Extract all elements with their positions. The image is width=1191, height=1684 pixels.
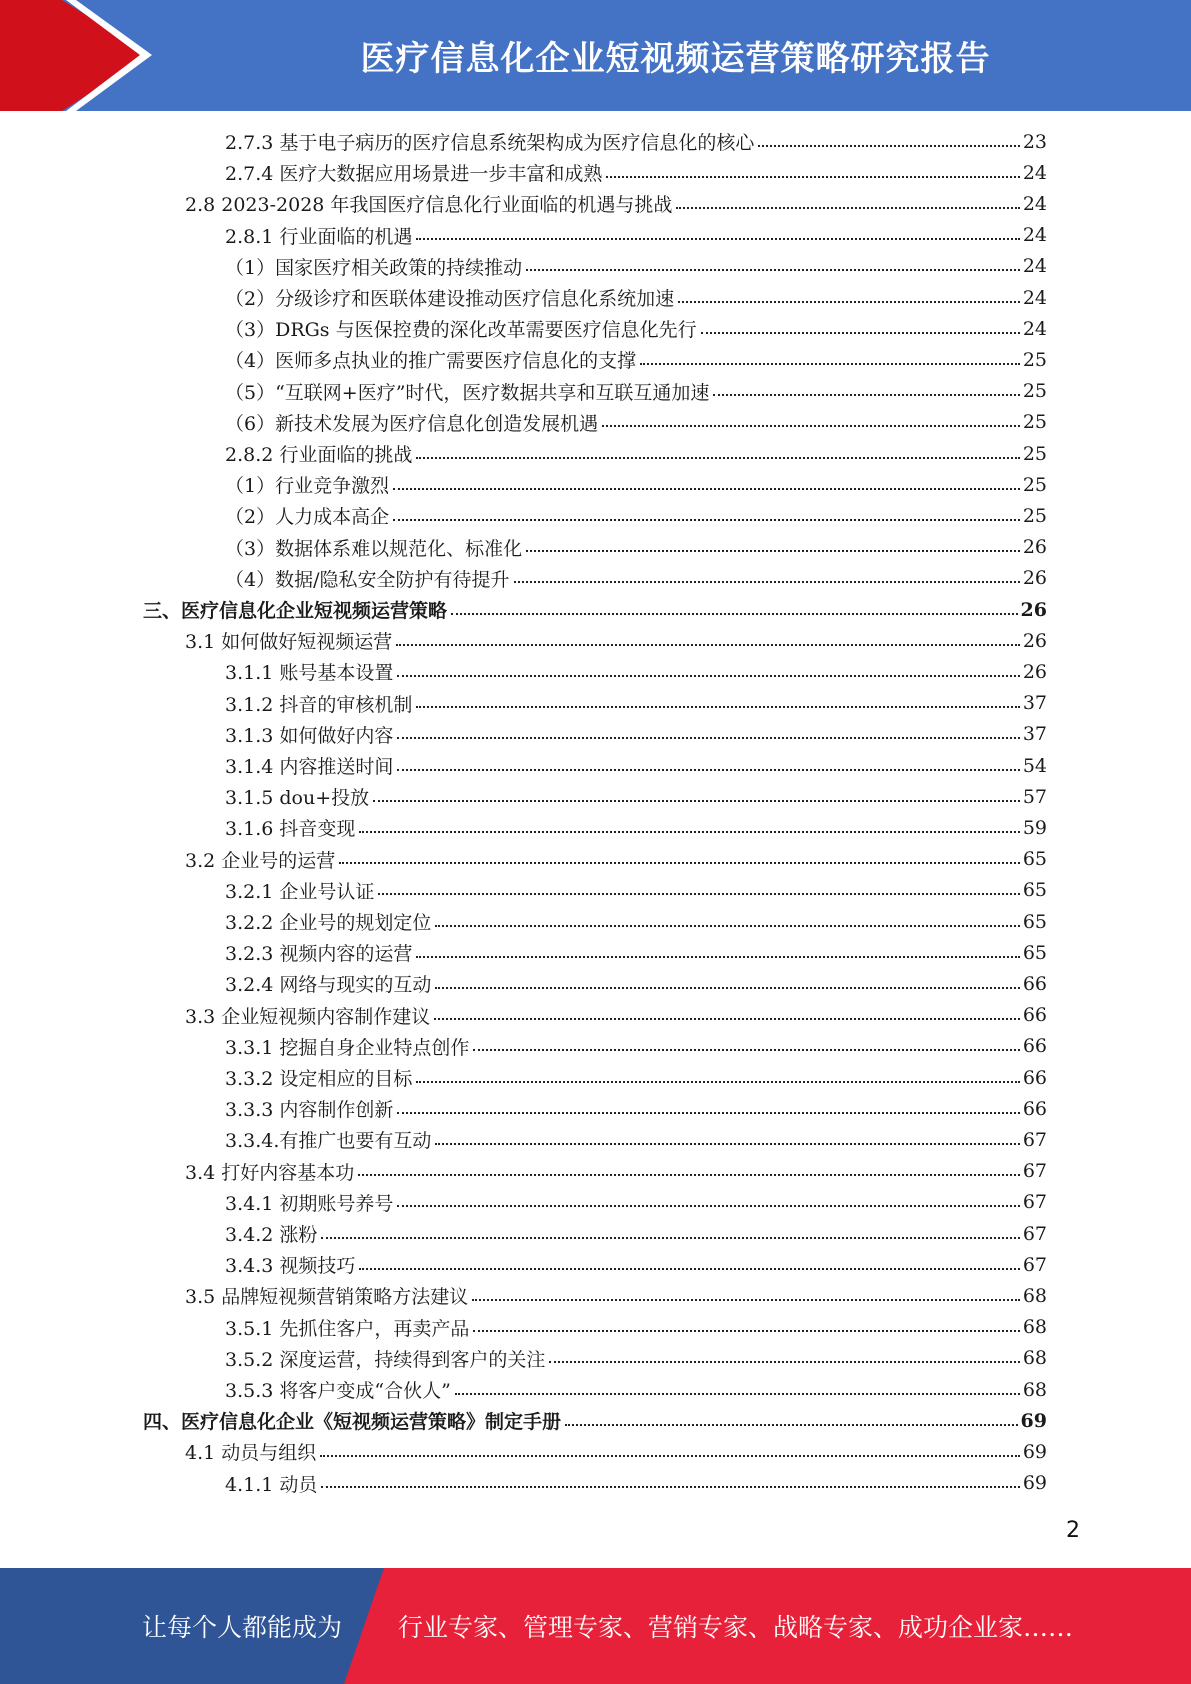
toc-entry-title: 3.4.3 视频技巧 bbox=[225, 1255, 356, 1278]
toc-entry-title: （5）“互联网+医疗”时代，医疗数据共享和互联互通加速 bbox=[225, 381, 710, 404]
toc-leader-dots bbox=[416, 1081, 1019, 1083]
footer-slogan-left: 让每个人都能成为 bbox=[142, 1613, 343, 1642]
toc-leader-dots bbox=[416, 238, 1019, 240]
toc-entry-title: 4.1.1 动员 bbox=[225, 1473, 318, 1496]
toc-entry[interactable] bbox=[225, 875, 1047, 906]
toc-entry-title: 四、医疗信息化企业《短视频运营策略》制定手册 bbox=[143, 1411, 562, 1434]
toc-entry[interactable] bbox=[185, 188, 1047, 219]
toc-entry-title: （2）分级诊疗和医联体建设推动医疗信息化系统加速 bbox=[225, 288, 675, 310]
toc-leader-dots bbox=[373, 800, 1020, 802]
toc-leader-dots bbox=[359, 831, 1019, 833]
toc-entry-title: 3.1.1 账号基本设置 bbox=[225, 662, 394, 685]
toc-leader-dots bbox=[397, 769, 1019, 771]
toc-entry-page: 25 bbox=[1022, 348, 1047, 371]
toc-entry-title: 三、医疗信息化企业短视频运营策略 bbox=[143, 600, 448, 622]
toc-entry-page: 65 bbox=[1022, 879, 1047, 902]
toc-entry[interactable] bbox=[225, 812, 1047, 843]
toc-entry-title: 3.1.4 内容推送时间 bbox=[225, 756, 394, 778]
footer-slogan-right: 行业专家、管理专家、营销专家、战略专家、成功企业家…… bbox=[398, 1613, 1074, 1642]
toc-entry[interactable] bbox=[225, 500, 1047, 531]
toc-entry-title: 2.8.1 行业面临的机遇 bbox=[225, 225, 413, 248]
toc-entry-page: 66 bbox=[1022, 972, 1047, 995]
toc-entry[interactable] bbox=[185, 1436, 1047, 1467]
toc-leader-dots bbox=[640, 363, 1020, 365]
toc-leader-dots bbox=[526, 269, 1020, 271]
toc-entry-title: （6）新技术发展为医疗信息化创造发展机遇 bbox=[225, 412, 599, 435]
toc-entry-page: 24 bbox=[1022, 317, 1047, 340]
toc-entry-title: （4）医师多点执业的推广需要医疗信息化的支撑 bbox=[225, 350, 637, 373]
toc-entry[interactable] bbox=[185, 1156, 1047, 1187]
toc-entry-page: 26 bbox=[1020, 598, 1047, 621]
toc-entry[interactable] bbox=[143, 594, 1047, 625]
toc-entry[interactable] bbox=[143, 1405, 1047, 1436]
toc-entry[interactable] bbox=[225, 1249, 1047, 1280]
toc-entry-page: 66 bbox=[1022, 1035, 1047, 1058]
toc-leader-dots bbox=[339, 862, 1020, 864]
toc-entry[interactable] bbox=[185, 844, 1047, 875]
toc-entry[interactable] bbox=[225, 968, 1047, 999]
header-banner bbox=[0, 0, 1191, 111]
toc-leader-dots bbox=[713, 394, 1019, 396]
toc-entry[interactable] bbox=[225, 656, 1047, 687]
toc-entry-title: 3.3 企业短视频内容制作建议 bbox=[185, 1005, 431, 1028]
toc-entry[interactable] bbox=[225, 719, 1047, 750]
toc-entry[interactable] bbox=[225, 220, 1047, 251]
toc-entry-page: 65 bbox=[1022, 910, 1047, 933]
toc-leader-dots bbox=[321, 1486, 1019, 1488]
toc-entry-title: 3.3.3 内容制作创新 bbox=[225, 1099, 394, 1122]
toc-leader-dots bbox=[473, 1049, 1019, 1051]
toc-entry-page: 57 bbox=[1022, 785, 1047, 808]
toc-entry-page: 25 bbox=[1022, 504, 1047, 527]
toc-entry-title: 3.2 企业号的运营 bbox=[185, 849, 336, 872]
toc-leader-dots bbox=[606, 176, 1019, 178]
toc-entry-page: 68 bbox=[1022, 1347, 1047, 1370]
toc-leader-dots bbox=[416, 956, 1019, 958]
toc-entry-page: 25 bbox=[1022, 442, 1047, 465]
toc-entry-title: （2）人力成本高企 bbox=[225, 506, 390, 529]
toc-entry[interactable] bbox=[225, 126, 1047, 157]
toc-entry[interactable] bbox=[225, 344, 1047, 375]
toc-leader-dots bbox=[565, 1424, 1018, 1426]
toc-entry-title: 3.3.4.有推广也要有互动 bbox=[225, 1130, 432, 1153]
toc-leader-dots bbox=[473, 1330, 1019, 1332]
toc-entry-page: 69 bbox=[1020, 1409, 1047, 1432]
toc-entry-page: 26 bbox=[1022, 660, 1047, 683]
toc-entry-title: 3.1.2 抖音的审核机制 bbox=[225, 693, 413, 716]
report-title: 医疗信息化企业短视频运营策略研究报告 bbox=[360, 39, 991, 79]
toc-entry-page: 24 bbox=[1022, 192, 1047, 215]
toc-entry-page: 26 bbox=[1022, 536, 1047, 559]
toc-entry-title: 3.3.2 设定相应的目标 bbox=[225, 1068, 413, 1090]
toc-entry[interactable] bbox=[225, 937, 1047, 968]
toc-entry-title: 2.7.3 基于电子病历的医疗信息系统架构成为医疗信息化的核心 bbox=[225, 132, 755, 154]
toc-entry-title: 3.1.5 dou+投放 bbox=[225, 787, 370, 810]
toc-entry-page: 24 bbox=[1022, 286, 1047, 309]
toc-entry-title: 3.1.6 抖音变现 bbox=[225, 818, 356, 841]
toc-entry-page: 67 bbox=[1022, 1222, 1047, 1245]
toc-leader-dots bbox=[472, 1299, 1020, 1301]
toc-entry-page: 69 bbox=[1022, 1440, 1047, 1463]
toc-entry[interactable] bbox=[225, 1031, 1047, 1062]
toc-entry-title: 3.3.1 挖掘自身企业特点创作 bbox=[225, 1036, 470, 1059]
toc-entry[interactable] bbox=[225, 469, 1047, 500]
toc-leader-dots bbox=[378, 893, 1019, 895]
toc-entry-title: 3.5 品牌短视频营销策略方法建议 bbox=[185, 1286, 469, 1309]
toc-entry-title: 3.5.3 将客户变成“合伙人” bbox=[225, 1380, 451, 1402]
toc-leader-dots bbox=[416, 706, 1019, 708]
toc-entry-title: （3）DRGs 与医保控费的深化改革需要医疗信息化先行 bbox=[225, 319, 697, 342]
toc-entry-title: 3.2.1 企业号认证 bbox=[225, 880, 375, 903]
toc-entry[interactable] bbox=[185, 1280, 1047, 1311]
toc-leader-dots bbox=[416, 457, 1019, 459]
toc-leader-dots bbox=[701, 332, 1020, 334]
toc-entry-page: 66 bbox=[1022, 1097, 1047, 1120]
toc-entry-page: 67 bbox=[1022, 1191, 1047, 1214]
toc-leader-dots bbox=[393, 488, 1020, 490]
toc-entry-title: 3.2.2 企业号的规划定位 bbox=[225, 912, 432, 934]
toc-entry[interactable] bbox=[225, 563, 1047, 594]
toc-entry-title: 3.4 打好内容基本功 bbox=[185, 1161, 355, 1184]
toc-entry[interactable] bbox=[225, 1343, 1047, 1374]
toc-entry-title: 3.2.3 视频内容的运营 bbox=[225, 943, 413, 966]
toc-entry-page: 24 bbox=[1022, 255, 1047, 278]
toc-leader-dots bbox=[397, 1205, 1019, 1207]
toc-entry-page: 25 bbox=[1022, 473, 1047, 496]
toc-leader-dots bbox=[676, 207, 1019, 209]
toc-entry-title: 3.2.4 网络与现实的互动 bbox=[225, 974, 432, 997]
toc-entry-page: 66 bbox=[1022, 1066, 1047, 1089]
toc-entry[interactable] bbox=[225, 1093, 1047, 1124]
toc-entry[interactable] bbox=[225, 1124, 1047, 1155]
toc-leader-dots bbox=[358, 1174, 1020, 1176]
footer-banner bbox=[0, 1568, 1191, 1684]
toc-entry-page: 25 bbox=[1022, 411, 1047, 434]
toc-leader-dots bbox=[549, 1361, 1019, 1363]
toc-entry-page: 69 bbox=[1022, 1472, 1047, 1495]
toc-entry[interactable] bbox=[225, 157, 1047, 188]
toc-entry-title: （4）数据/隐私安全防护有待提升 bbox=[225, 568, 510, 591]
toc-entry-title: （1）行业竞争激烈 bbox=[225, 475, 390, 498]
toc-entry-title: 2.8 2023-2028 年我国医疗信息化行业面临的机遇与挑战 bbox=[185, 194, 673, 217]
toc-leader-dots bbox=[602, 425, 1020, 427]
toc-entry[interactable] bbox=[185, 1000, 1047, 1031]
toc-entry-page: 26 bbox=[1022, 629, 1047, 652]
toc-entry-title: 4.1 动员与组织 bbox=[185, 1442, 317, 1465]
toc-entry-page: 65 bbox=[1022, 848, 1047, 871]
toc-entry[interactable] bbox=[225, 438, 1047, 469]
toc-entry[interactable] bbox=[225, 251, 1047, 282]
toc-entry[interactable] bbox=[225, 1187, 1047, 1218]
toc-entry-page: 65 bbox=[1022, 941, 1047, 964]
toc-leader-dots bbox=[678, 301, 1020, 303]
toc-entry-page: 37 bbox=[1022, 692, 1047, 715]
toc-entry-page: 67 bbox=[1022, 1160, 1047, 1183]
toc-leader-dots bbox=[397, 737, 1019, 739]
toc-entry-title: 3.4.2 涨粉 bbox=[225, 1224, 318, 1246]
toc-entry-title: （1）国家医疗相关政策的持续推动 bbox=[225, 256, 523, 279]
toc-entry-page: 67 bbox=[1022, 1253, 1047, 1276]
toc-entry-title: 3.1.3 如何做好内容 bbox=[225, 724, 394, 747]
toc-leader-dots bbox=[397, 675, 1019, 677]
toc-entry-page: 24 bbox=[1022, 224, 1047, 247]
toc-entry[interactable] bbox=[225, 407, 1047, 438]
toc-entry-page: 25 bbox=[1022, 380, 1047, 403]
toc-entry[interactable] bbox=[225, 1374, 1047, 1405]
toc-entry-title: （3）数据体系难以规范化、标准化 bbox=[225, 537, 523, 560]
toc-entry-page: 23 bbox=[1022, 130, 1047, 153]
toc-leader-dots bbox=[396, 644, 1020, 646]
toc-entry-page: 67 bbox=[1022, 1128, 1047, 1151]
toc-leader-dots bbox=[434, 1018, 1020, 1020]
toc-leader-dots bbox=[455, 1393, 1020, 1395]
toc-entry-page: 68 bbox=[1022, 1284, 1047, 1307]
toc-entry[interactable] bbox=[225, 750, 1047, 781]
toc-leader-dots bbox=[320, 1455, 1020, 1457]
toc-entry[interactable] bbox=[225, 1218, 1047, 1249]
toc-entry[interactable] bbox=[185, 625, 1047, 656]
toc-entry-page: 54 bbox=[1022, 754, 1047, 777]
page-number: 2 bbox=[1066, 1518, 1080, 1543]
toc-entry-title: 2.7.4 医疗大数据应用场景进一步丰富和成熟 bbox=[225, 163, 603, 186]
toc-leader-dots bbox=[435, 987, 1019, 989]
toc-leader-dots bbox=[758, 145, 1019, 147]
toc-entry-page: 68 bbox=[1022, 1378, 1047, 1401]
toc-entry[interactable] bbox=[225, 906, 1047, 937]
toc-leader-dots bbox=[435, 925, 1019, 927]
toc-entry-page: 26 bbox=[1022, 567, 1047, 590]
toc-entry[interactable] bbox=[225, 313, 1047, 344]
toc-leader-dots bbox=[359, 1268, 1019, 1270]
toc-entry-page: 24 bbox=[1022, 161, 1047, 184]
toc-entry[interactable] bbox=[225, 376, 1047, 407]
toc-entry[interactable] bbox=[225, 688, 1047, 719]
toc-entry-title: 2.8.2 行业面临的挑战 bbox=[225, 444, 413, 466]
toc-entry-page: 59 bbox=[1022, 816, 1047, 839]
toc-entry[interactable] bbox=[225, 532, 1047, 563]
toc-entry-page: 68 bbox=[1022, 1316, 1047, 1339]
toc-leader-dots bbox=[321, 1237, 1019, 1239]
toc-entry-page: 37 bbox=[1022, 723, 1047, 746]
toc-entry[interactable] bbox=[225, 781, 1047, 812]
toc-entry[interactable] bbox=[225, 282, 1047, 313]
toc-leader-dots bbox=[435, 1143, 1019, 1145]
toc-entry-page: 66 bbox=[1022, 1004, 1047, 1027]
toc-leader-dots bbox=[393, 519, 1020, 521]
toc-entry[interactable] bbox=[225, 1062, 1047, 1093]
toc-leader-dots bbox=[526, 550, 1020, 552]
toc-leader-dots bbox=[397, 1112, 1019, 1114]
toc-entry-title: 3.5.2 深度运营，持续得到客户的关注 bbox=[225, 1348, 546, 1371]
toc-entry[interactable] bbox=[225, 1312, 1047, 1343]
toc-entry-title: 3.4.1 初期账号养号 bbox=[225, 1192, 394, 1215]
toc-entry-title: 3.1 如何做好短视频运营 bbox=[185, 631, 393, 654]
toc-leader-dots bbox=[451, 613, 1018, 615]
toc-entry-title: 3.5.1 先抓住客户，再卖产品 bbox=[225, 1317, 470, 1340]
toc-entry[interactable] bbox=[225, 1468, 1047, 1499]
toc-leader-dots bbox=[514, 581, 1020, 583]
